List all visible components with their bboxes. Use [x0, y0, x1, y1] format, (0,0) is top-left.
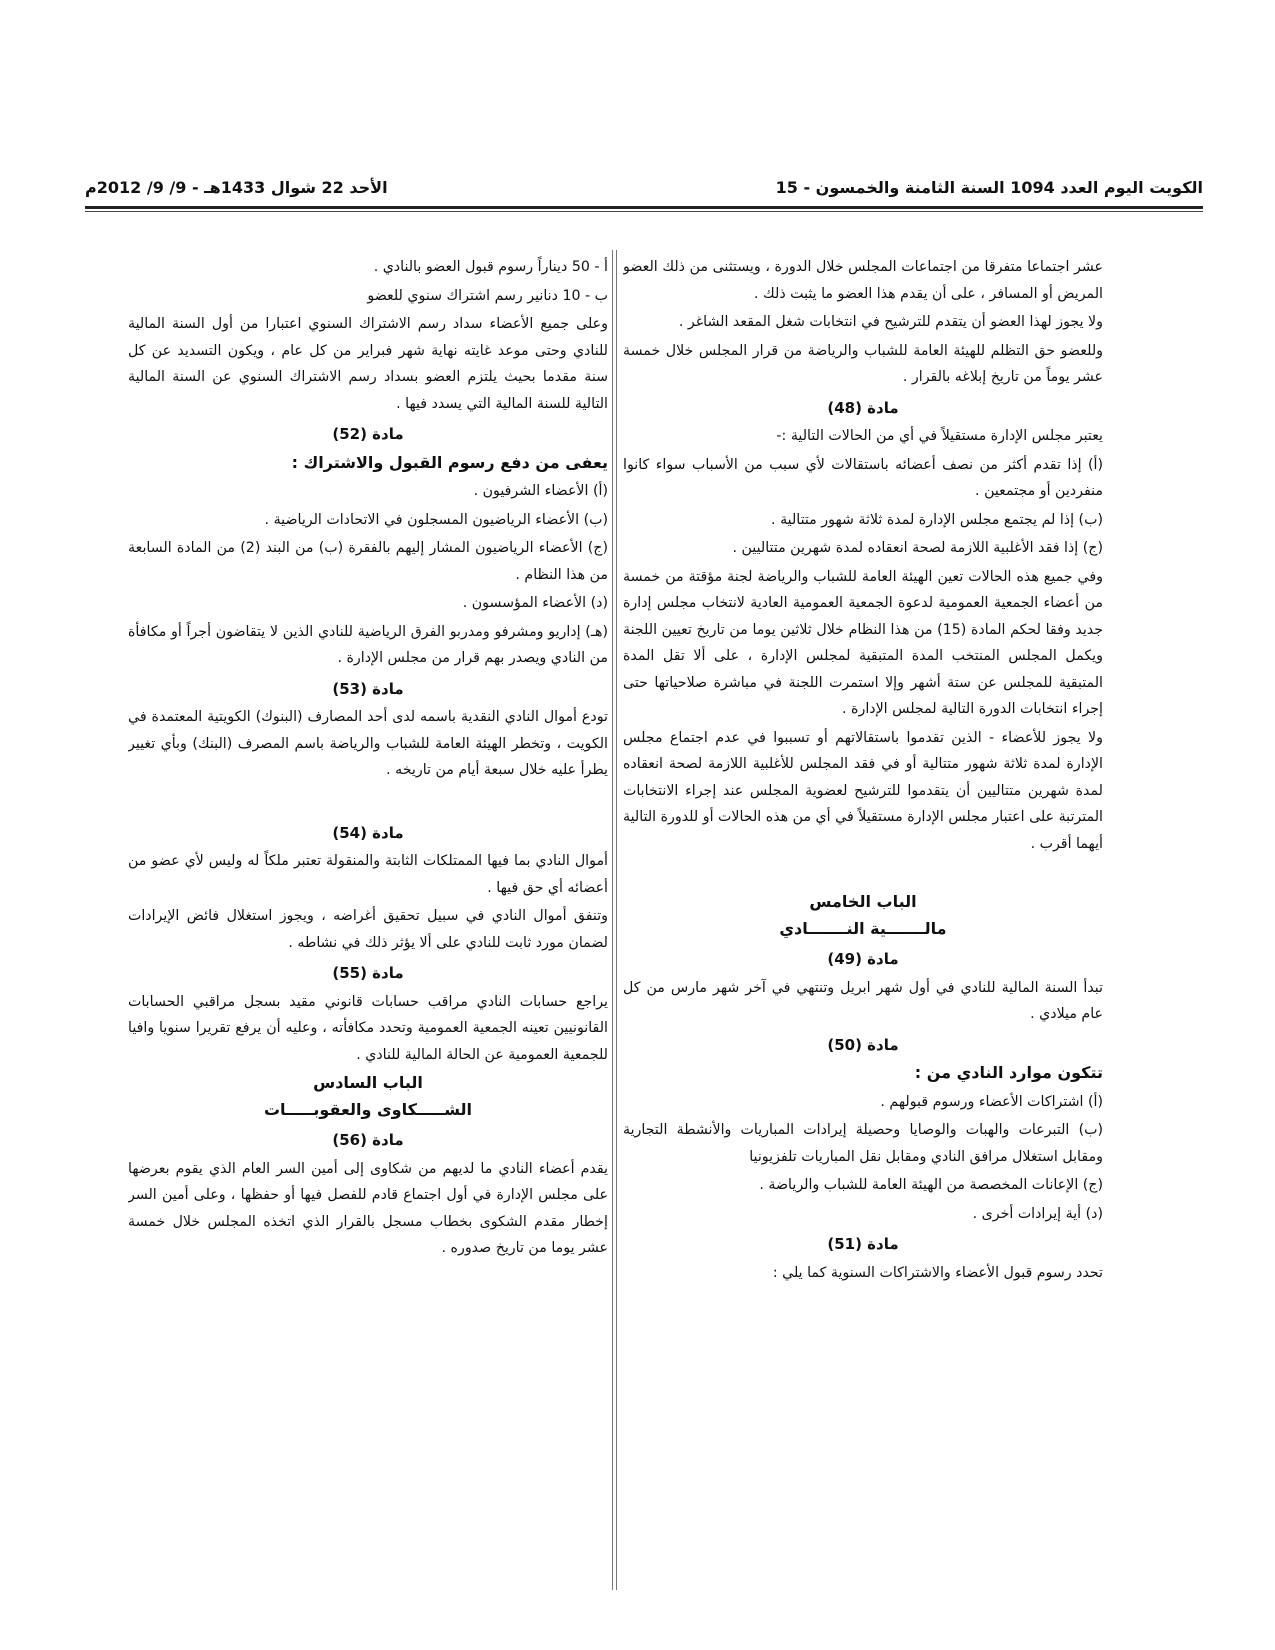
paragraph: تودع أموال النادي النقدية باسمه لدى أحد المصارف (البنوك) الكويتية المعتمدة في الكويت ، وتخطر الهيئة العامة للشباب والرياضة باسم المصرف (البنك) وبأي تغيير يطرأ عليه خلال سبعة أيام من تاريخه . [128, 709, 608, 778]
paragraph: تحدد رسوم قبول الأعضاء والاشتراكات السنوية كما يلي : [772, 1264, 1103, 1281]
paragraph: وفي جميع هذه الحالات تعين الهيئة العامة للشباب والرياضة لجنة مؤقتة من خمسة من أعضاء الجمعية العمومية لدعوة الجمعية العمومية العادية لانتخاب مجلس إدارة جديد وفقا لحكم المادة (15) من هذا النظام خلال ثلاثين يوما من تاريخ تعيين اللجنة ويكمل المجلس المنتخب المدة المتبقية لمجلس الإدارة ، على ألا تقل المدة المتبقية للمجلس عن ستة أشهر وإلا استمرت اللجنة في مباشرة صلاحياتها حتى إجراء انتخابات الدورة التالية لمجلس الإدارة . [623, 568, 1103, 717]
paragraph: (ب) الأعضاء الرياضيون المسجلون في الاتحادات الرياضية . [264, 511, 608, 528]
paragraph: (د) الأعضاء المؤسسون . [462, 595, 608, 611]
header-date: الأحد 22 شوال 1433هـ - 9/ 9/ 2012م [85, 177, 388, 197]
paragraph: يراجع حسابات النادي مراقب حسابات قانوني مقيد بسجل مراقبي الحسابات القانونيين تعينه الجمعية العمومية وتحدد مكافأته ، وعليه أن يرفع تقريرا سنويا وافيا للجمعية العمومية عن الحالة المالية للنادي . [128, 993, 608, 1063]
column-divider [612, 250, 613, 1590]
chapter-title: الشـــــكاوى والعقوبـــــات [263, 1099, 473, 1119]
paragraph: (أ) الأعضاء الشرفيون . [473, 483, 608, 499]
paragraph: يعتبر مجلس الإدارة مستقيلاً في أي من الحالات التالية :- [776, 428, 1103, 444]
header-issue-info: الكويت اليوم العدد 1094 السنة الثامنة والخمسون - 15 [775, 177, 1203, 197]
paragraph: (ج) الإعانات المخصصة من الهيئة العامة للشباب والرياضة . [759, 1177, 1103, 1193]
article-heading: مادة (54) [332, 823, 404, 842]
paragraph: تبدأ السنة المالية للنادي في أول شهر ابريل وتنتهي في آخر شهر مارس من كل عام ميلادي . [623, 979, 1103, 1022]
right-column [623, 254, 1103, 1594]
paragraph: وللعضو حق التظلم للهيئة العامة للشباب والرياضة من قرار المجلس خلال خمسة عشر يوماً من تاريخ إبلاغه بالقرار . [623, 342, 1103, 385]
clause-heading: تتكون موارد النادي من : [914, 1063, 1103, 1082]
article-heading: مادة (55) [332, 964, 404, 982]
paragraph: ب - 10 دنانير رسم اشتراك سنوي للعضو [367, 287, 608, 304]
paragraph: يقدم أعضاء النادي ما لديهم من شكاوى إلى أمين السر العام الذي يقوم بعرضها على مجلس الإدارة في أول اجتماع قادم للفصل فيها أو حفظها ، وعلى أمين السر إخطار مقدم الشكوى بخطاب مسجل بالقرار الذي اتخذه المجلس خلال خمسة عشر يوما من تاريخ صدوره . [128, 1160, 608, 1256]
paragraph: أ - 50 ديناراً رسوم قبول العضو بالنادي . [373, 259, 608, 275]
paragraph: (ج) إذا فقد الأغلبية اللازمة لصحة انعقاده لمدة شهرين متتاليين . [732, 540, 1103, 556]
article-heading: مادة (53) [332, 679, 404, 698]
article-heading: مادة (50) [827, 1035, 899, 1054]
paragraph: (د) أية إيرادات أخرى . [972, 1205, 1103, 1222]
article-heading: مادة (56) [332, 1131, 404, 1149]
chapter-title: الباب السادس [313, 1073, 423, 1092]
header-rule-thin [85, 211, 1203, 212]
left-column [128, 254, 608, 1594]
spacer [128, 786, 608, 816]
chapter-title: مالـــــــية النـــــــادي [779, 918, 947, 938]
clause-heading: يعفى من دفع رسوم القبول والاشتراك : [291, 452, 608, 472]
paragraph: (ج) الأعضاء الرياضيون المشار إليهم بالفقرة (ب) من البند (2) من المادة السابعة من هذا النظام . [128, 540, 608, 583]
paragraph: (ب) إذا لم يجتمع مجلس الإدارة لمدة ثلاثة شهور متتالية . [771, 511, 1103, 528]
paragraph: ولا يجوز لهذا العضو أن يتقدم للترشيح في انتخابات شغل المقعد الشاغر . [678, 314, 1103, 330]
paragraph: (ب) التبرعات والهبات والوصايا وحصيلة إيرادات المباريات والأنشطة التجارية ومقابل استغلال مرافق النادي ومقابل نقل المباريات تلفزيونيا [623, 1122, 1103, 1165]
column-divider-second [616, 250, 617, 1590]
paragraph: (أ) إذا تقدم أكثر من نصف أعضائه باستقالات لأي سبب من الأسباب سواء كانوا منفردين أو مجتمعين . [623, 456, 1103, 499]
paragraph: (هـ) إداريو ومشرفو ومدربو الفرق الرياضية للنادي الذين لا يتقاضون أجراً أو مكافأة من النادي ويصدر بهم قرار من مجلس الإدارة . [128, 623, 608, 666]
article-heading: مادة (48) [827, 398, 899, 417]
paragraph: ولا يجوز للأعضاء - الذين تقدموا باستقالاتهم أو تسببوا في عدم اجتماع مجلس الإدارة لمدة ثلاثة شهور متتالية أو في فقد المجلس للأغلبية اللازمة لصحة انعقاده لمدة شهرين متتاليين أن يتقدموا للترشيح لعضوية المجلس عند إجراء الانتخابات المترتبة على اعتبار مجلس الإدارة مستقيلاً في أي من هذه الحالات أو للدورة التالية أيهما أقرب . [623, 729, 1103, 852]
paragraph: (أ) اشتراكات الأعضاء ورسوم قبولهم . [880, 1093, 1103, 1110]
paragraph: وعلى جميع الأعضاء سداد رسم الاشتراك السنوي اعتبارا من أول السنة المالية للنادي وحتى موعد غايته نهاية شهر فبراير من كل عام ، ويكون التسديد عن كل سنة مقدما بحيث يلتزم العضو بسداد رسم الاشتراك السنوي عن السنة المالية التالية للسنة المالية التي يسدد فيها . [128, 316, 608, 412]
paragraph: عشر اجتماعا متفرقا من اجتماعات المجلس خلال الدورة ، ويستثنى من ذلك العضو المريض أو المسافر ، على أن يقدم هذا العضو ما يثبت ذلك . [623, 259, 1103, 302]
paragraph: وتنفق أموال النادي في سبيل تحقيق أغراضه ، ويجوز استغلال فائض الإيرادات لضمان مورد ثابت للنادي على ألا يؤثر ذلك في نشاطه . [128, 908, 608, 951]
article-heading: مادة (52) [332, 425, 404, 443]
spacer [623, 859, 1103, 889]
article-heading: مادة (51) [827, 1235, 899, 1253]
header-rule [85, 206, 1203, 209]
article-heading: مادة (49) [827, 950, 899, 968]
chapter-title: الباب الخامس [809, 892, 917, 911]
paragraph: أموال النادي بما فيها الممتلكات الثابتة والمنقولة تعتبر ملكاً له وليس لأي عضو من أعضائه أي حق فيها . [128, 853, 608, 896]
page-header [85, 172, 1203, 202]
